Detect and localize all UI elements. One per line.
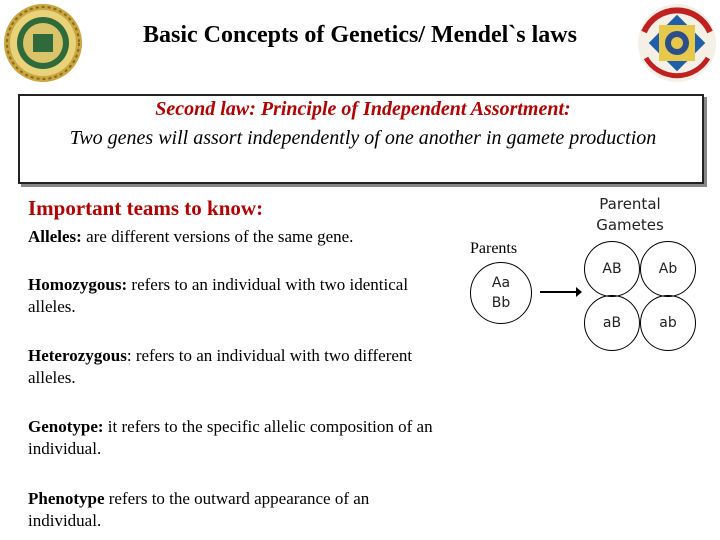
definition-term: Alleles: [28,227,82,246]
definition-text: are different versions of the same gene. [81,227,354,246]
definition-term: Heterozygous [28,346,127,365]
parental-gametes-label-line-2: Gametes [596,216,664,234]
gamete-circle: AB [584,241,640,297]
definition-phenotype [28,488,438,532]
law-statement-box [18,94,704,184]
parent-genotype-circle [470,262,532,324]
definition-text: refers to an individual with two identical alleles. [28,275,409,316]
parent-genotype-gene-a: Aa [491,275,511,291]
definition-homozygous [28,274,428,318]
gamete-circle: ab [640,295,696,351]
law-description: Two genes will assort independently of one another in gamete production [69,127,657,149]
parental-gametes-label-line-1: Parental [599,195,661,213]
definition-text: it refers to the specific allelic composition of an individual. [28,417,433,458]
definitions-heading: Important teams to know: [28,196,264,220]
definition-heterozygous [28,345,428,389]
definition-text: refers to the outward appearance of an individual. [28,489,370,530]
university-seal-icon [2,2,84,84]
page-title: Basic Concepts of Genetics/ Mendel`s laws [143,22,577,48]
law-title: Second law: Principle of Independent Assortment: [155,98,571,120]
definition-genotype [28,416,468,460]
definition-term: Genotype: [28,417,104,436]
definition-term: Phenotype [28,489,105,508]
college-emblem-icon [636,2,718,84]
definition-text: : refers to an individual with two different alleles. [28,346,413,387]
gamete-circle: aB [584,295,640,351]
parental-gametes-label [590,194,670,236]
parent-genotype-gene-b: Bb [491,295,511,311]
definition-alleles [28,226,468,248]
definition-term: Homozygous: [28,275,128,294]
arrow-right-icon [540,284,582,300]
parents-label: Parents [470,240,518,257]
gamete-circle: Ab [640,241,696,297]
